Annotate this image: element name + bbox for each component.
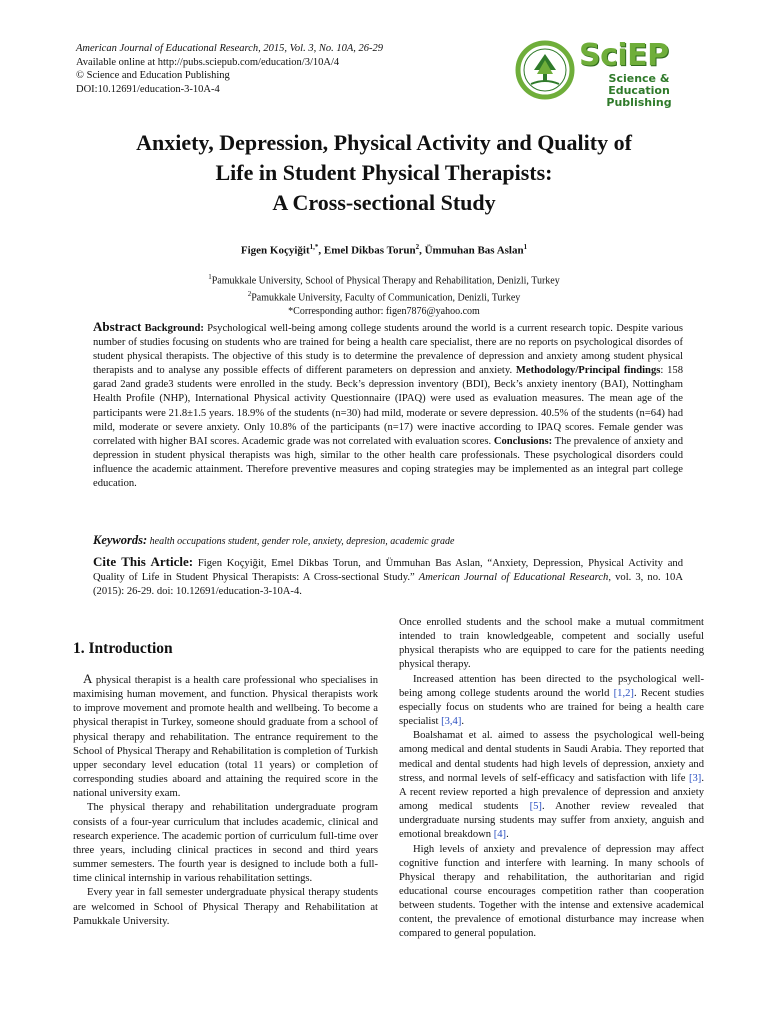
intro-paragraph-5 — [399, 673, 704, 730]
logo-brand: SciEP — [579, 38, 669, 73]
intro-first-letter: A — [83, 671, 93, 686]
abstract-heading: Abstract — [93, 319, 142, 334]
cite-journal: American Journal of Educational Research — [418, 572, 609, 584]
affiliation-2-mark: 2 — [247, 289, 252, 298]
para-6-text-c: . Another review revealed that undergraduate nursing students may suffer from anxiety, anguish and emotional breakdown — [399, 801, 704, 841]
cite-heading: Cite This Article: — [93, 554, 194, 569]
logo-tagline — [579, 73, 699, 109]
abstract-methods-label: Methodology/Principal findings — [515, 365, 661, 377]
title-line-1: Anxiety, Depression, Physical Activity and Quality of — [136, 130, 632, 155]
title-line-2: Life in Student Physical Therapists: — [215, 160, 553, 185]
abstract — [93, 320, 683, 491]
intro-paragraph-1 — [73, 672, 378, 801]
para-6-text-b: . A recent review reported a high prevalence of depression and anxiety among medical students — [399, 772, 704, 813]
title-line-3: A Cross-sectional Study — [272, 190, 496, 215]
para-5-text-c: . — [461, 716, 465, 728]
journal-header — [76, 42, 383, 96]
affiliation-2-text: Pamukkale University, Faculty of Communication, Denizli, Turkey — [251, 292, 521, 304]
doi-line: DOI:10.12691/education-3-10A-4 — [76, 83, 220, 95]
cite-text-2: , vol. 3, no. 10A (2015): 26-29. doi: 10.12691/education-3-10A-4. — [93, 572, 684, 598]
right-column — [399, 616, 704, 942]
para-6-text-d: . — [506, 829, 509, 841]
affiliation-1-text: Pamukkale University, School of Physical Therapy and Rehabilitation, Denizli, Turkey — [211, 275, 560, 287]
affiliation-1 — [60, 271, 708, 288]
abstract-background-text: Psychological well-being among college students around the world is a current research topic. Despite various number of studies focusing on students who are trained for being a health care specialist, there are no reports on psychological disordes of student physical therapists. The objective of this study is to determine the prevalence of depression and anxiety among student physical therapists and to analyse any possible effects of different parameters on depression and anxiety. — [93, 323, 683, 377]
intro-paragraph-3: Every year in fall semester undergraduate physical therapy students are welcomed in School of Physical Therapy and Rehabilitation at Pamukkale University. — [73, 887, 378, 927]
author-3: , Ümmuhan Bas Aslan — [419, 244, 524, 257]
intro-paragraph-6 — [399, 729, 704, 842]
sciep-emblem-icon — [515, 40, 575, 100]
keywords-heading: Keywords: — [93, 533, 148, 547]
para-5-text-b: . Recent studies especially focus on students who are trained for being a health care specialist — [399, 687, 704, 728]
abstract-conclusions-label: Conclusions: — [493, 435, 553, 447]
intro-paragraph-4: Once enrolled students and the school make a mutual commitment intended to train knowledgeable, competent and socially useful physical therapists who are equipped to care for the patients needing physical therapy. — [399, 617, 704, 671]
intro-paragraph-1-text: physical therapist is a health care professional who specialises in maximising human movement, and function. Physical therapists work to improve movement and promote health and wellbeing. To become a physical therapist in Turkey, someone should graduate from a school of physical therapy and rehabilitation. The entrance requirement to the School of Physical Therapy and Rehabilitation is completion of Turkish upper secondary level education (total 11 years) or completion of corresponding studies aboard and attaining the required score in the national university exam. — [73, 675, 378, 800]
citation-link[interactable]: [1,2] — [613, 687, 634, 699]
para-6-text-a: Boalshamat et al. aimed to assess the psychological well-being among medical and dental students in Saudi Arabia. They reported that medical and dental students had high levels of depression, anxiety and stress, and normal levels of self-efficacy and satisfaction with life — [399, 730, 704, 784]
section-heading-introduction: 1. Introduction — [73, 640, 173, 657]
citation-link[interactable]: [5] — [529, 801, 542, 813]
abstract-conclusions-text: The prevalence of anxiety and depression in student physical therapists was high, similar to the other health care professionals. These psychological disorders could influence the academic attainment. Therefore preventive measures and coping strategies may be implemented as an integral part college education. — [93, 435, 683, 490]
affiliation-1-mark: 1 — [208, 273, 212, 281]
author-1: Figen Koçyiğit — [240, 244, 310, 257]
copyright-line: © Science and Education Publishing — [76, 70, 230, 81]
cite-text-1: Figen Koçyiğit, Emel Dikbas Torun, and Ümmuhan Bas Aslan, “Anxiety, Depression, Physical Activity and Quality of Life in Student Physical Therapists: A Cross-sectional Study.” — [93, 558, 683, 584]
journal-citation-line: American Journal of Educational Research, 2015, Vol. 3, No. 10A, 26-29 — [76, 43, 383, 54]
citation-link[interactable]: [4] — [493, 829, 507, 841]
author-3-affil: 1 — [523, 243, 528, 251]
para-5-text-a: Increased attention has been directed to the psychological well-being among college students around the world — [399, 673, 704, 699]
author-2: , Emel Dikbas Torun — [318, 244, 416, 257]
logo-tagline-line2: Publishing — [606, 96, 672, 109]
author-list — [60, 243, 708, 257]
sciep-logo — [515, 38, 705, 109]
affiliations — [60, 271, 708, 318]
intro-paragraph-7: High levels of anxiety and prevalence of depression may affect cognitive function and interfere with learning. In many schools of Physical therapy and rehabilitation, the authoritarian and rigid educational course encourages competition rather than cooperation between students. Together with the intense and extensive academical content, the prevalence of emotional disturbance may increase when compared to general population. — [399, 843, 704, 940]
abstract-background-label: Background: — [144, 323, 204, 334]
logo-tagline-line1: Science & Education — [608, 72, 670, 97]
keywords — [93, 533, 683, 548]
author-2-affil: 2 — [415, 243, 420, 251]
citation-link[interactable]: [3] — [688, 772, 702, 784]
author-1-affil: 1,* — [309, 243, 319, 251]
available-online-line: Available online at http://pubs.sciepub.com/education/3/10A/4 — [76, 56, 340, 68]
corresponding-author: *Corresponding author: figen7876@yahoo.com — [288, 305, 480, 317]
citation-link[interactable]: [3,4] — [441, 716, 462, 728]
keywords-text: health occupations student, gender role, anxiety, depresion, academic grade — [147, 536, 455, 547]
abstract-methods-text: : 158 garad 2and grade3 students were enrolled in the study. Beck’s depression inventory (BDI), Beck’s anxiety inentory (BAI), Nottingham Health Profile (NHP), International Physical activity Questionnaire (IPAQ) were used as evaluation measures. The mean age of the participants were 21.8±1.5 years. 18.9% of the students (n=30) had mild, moderate or severe depression. 40.5% of the students (n=64) had mild, moderate or severe anxiety. Only 10.8% of the participants (n=17) were inactive according to IPAQ scores. Female gender was correlated with higher BAI scores. Academic grade was not correlated with evaluation scores. — [93, 365, 683, 447]
left-column — [73, 640, 378, 929]
paper-title — [60, 128, 708, 218]
intro-paragraph-2: The physical therapy and rehabilitation undergraduate program consists of a four-year curriculum that includes academic, clinical and research experience. The academic portion of curriculum full-time over three years, including clinical practices in second and third years summer semesters. The fourth year is designed to include both a full-time clinical internship in various rehabilitation settings. — [73, 802, 378, 885]
cite-this-article — [93, 555, 683, 600]
affiliation-2 — [60, 288, 708, 305]
